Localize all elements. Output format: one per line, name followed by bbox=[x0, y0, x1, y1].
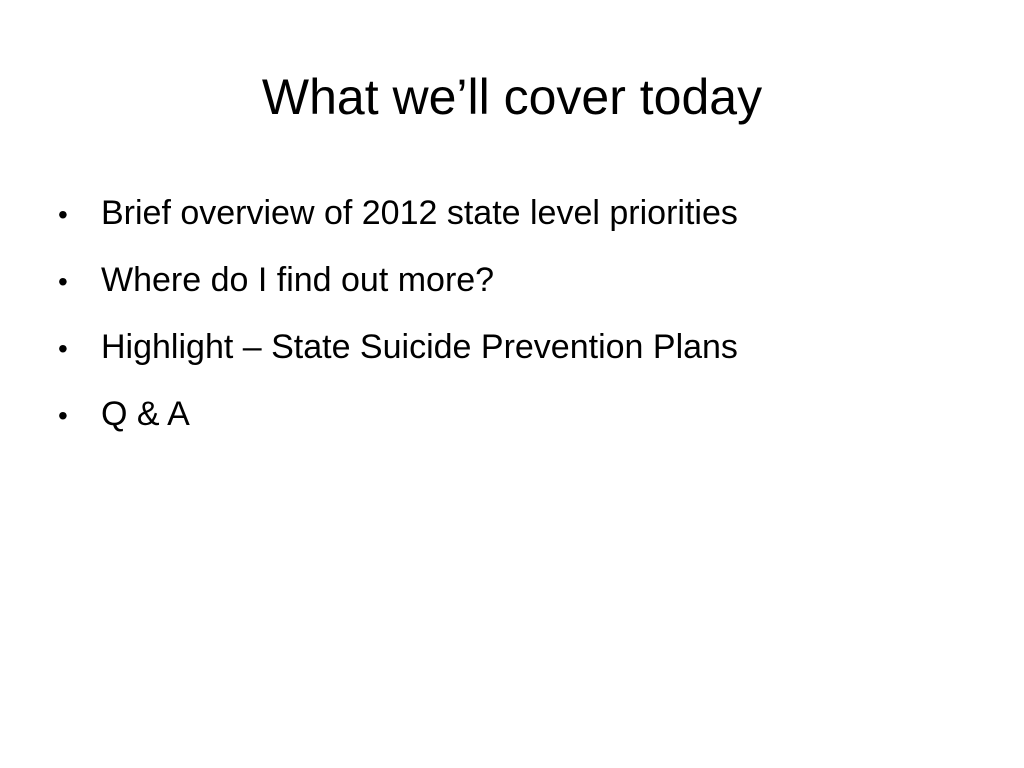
bullet-item bbox=[58, 389, 978, 441]
bullet-icon: • bbox=[58, 199, 68, 230]
bullet-text: Highlight – State Suicide Prevention Plans bbox=[101, 328, 738, 366]
bullet-text: Where do I find out more? bbox=[101, 261, 495, 299]
bullet-item bbox=[58, 322, 978, 374]
bullet-icon: • bbox=[58, 266, 68, 297]
bullet-list bbox=[58, 188, 978, 456]
bullet-text: Brief overview of 2012 state level priorities bbox=[101, 194, 738, 232]
slide-title: What we’ll cover today bbox=[261, 69, 763, 125]
bullet-item bbox=[58, 188, 978, 240]
bullet-item bbox=[58, 255, 978, 307]
bullet-icon: • bbox=[58, 400, 68, 431]
bullet-icon: • bbox=[58, 333, 68, 364]
bullet-text: Q & A bbox=[101, 395, 190, 433]
